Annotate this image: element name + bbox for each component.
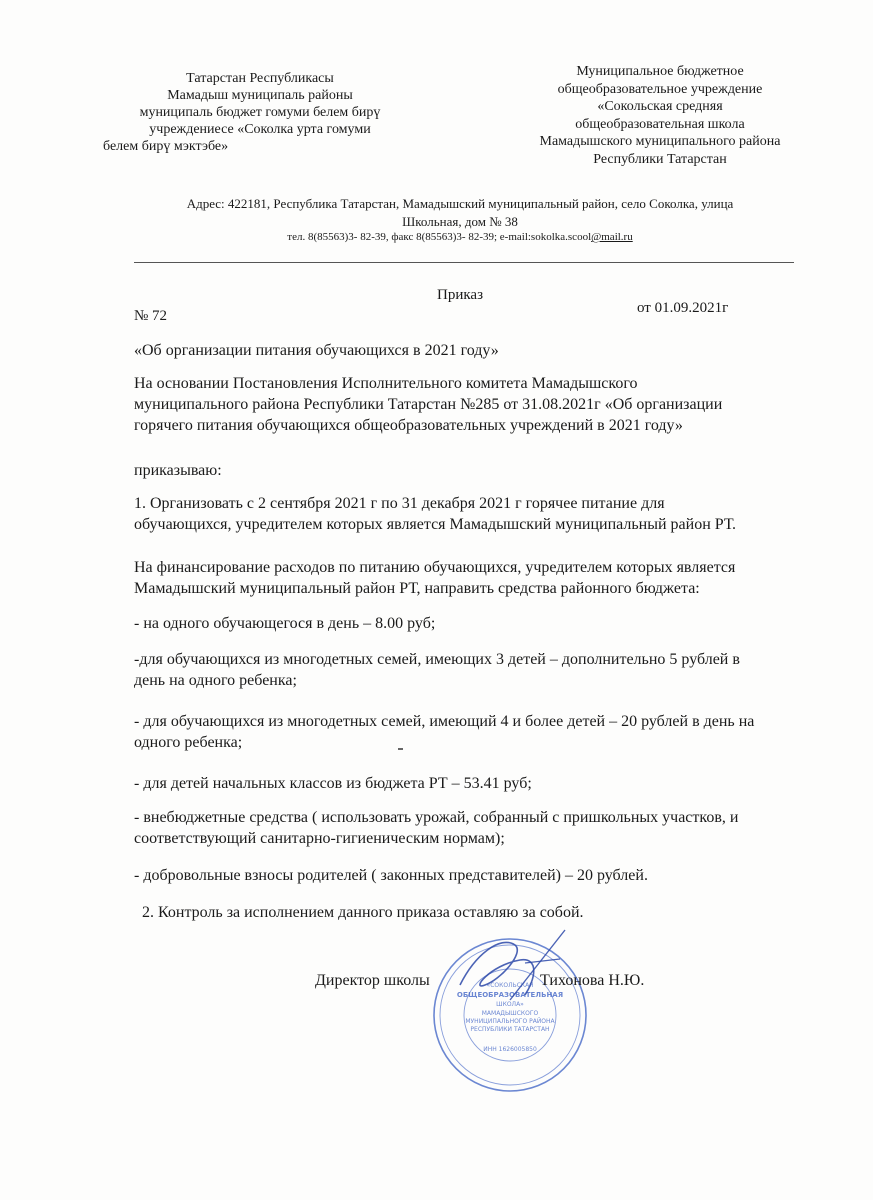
bullet-3 <box>134 711 754 753</box>
order-subject: «Об организации питания обучающихся в 2021 году» <box>134 342 499 359</box>
stamp-text: МАМАДЫШСКОГО <box>481 1010 539 1017</box>
item-1 <box>134 493 736 535</box>
header-right-line: Республики Татарстан <box>593 151 727 167</box>
item-1-line: обучающихся, учредителем которых является Мамадышский муниципальный район РТ. <box>134 516 737 533</box>
stamp-text: ШКОЛА» <box>496 1001 524 1008</box>
address-block <box>140 195 780 231</box>
header-right-line: общеобразовательное учреждение <box>557 81 763 97</box>
header-left-line: Татарстан Республикасы <box>186 71 334 86</box>
bullet-4: - для детей начальных классов из бюджета РТ – 53.41 руб; <box>134 775 532 792</box>
bullet-1: - на одного обучающегося в день – 8.00 руб; <box>134 615 436 632</box>
order-word: приказываю: <box>134 462 222 479</box>
header-left-line: Мамадыш муниципаль районы <box>167 88 353 103</box>
contacts-line <box>140 231 780 243</box>
basis-line: муниципального района Республики Татарстан №285 от 31.08.2021г «Об организации <box>134 396 723 413</box>
order-date: от 01.09.2021г <box>637 300 729 316</box>
bullet-3-line: одного ребенка; <box>134 734 243 751</box>
bullet-2 <box>134 649 740 691</box>
header-divider <box>134 262 794 263</box>
basis-line: горячего питания обучающихся общеобразовательных учреждений в 2021 году» <box>134 417 683 434</box>
order-number: № 72 <box>134 308 168 324</box>
header-right-line: «Сокольская средняя <box>597 99 723 114</box>
bullet-6: - добровольные взносы родителей ( законных представителей) – 20 рублей. <box>134 867 648 884</box>
header-left-line: учреждениесе «Соколка урта гомуми <box>149 122 371 137</box>
header-left-block <box>105 70 415 155</box>
basis-line: На основании Постановления Исполнительного комитета Мамадышского <box>134 375 638 392</box>
order-title: Приказ <box>437 287 484 303</box>
email-domain: @mail.ru <box>591 231 633 243</box>
bullet-5 <box>134 807 738 849</box>
item-1-line: 1. Организовать с 2 сентября 2021 г по 31 декабря 2021 г горячее питание для <box>134 495 665 512</box>
bullet-2-line: -для обучающихся из многодетных семей, имеющих 3 детей – дополнительно 5 рублей в <box>134 651 740 668</box>
handwritten-signature <box>440 925 580 1015</box>
item-2: 2. Контроль за исполнением данного приказа оставляю за собой. <box>142 904 584 921</box>
stamp-text: ИНН 1626005850 <box>483 1046 537 1053</box>
address-line: Адрес: 422181, Республика Татарстан, Мамадышский муниципальный район, село Соколка, улица <box>186 196 734 211</box>
signer-role: Директор школы <box>315 972 430 989</box>
header-right-line: общеобразовательная школа <box>575 116 745 132</box>
header-right-line: Мамадышского муниципального района <box>539 134 781 149</box>
funding-line: Мамадышский муниципальный район РТ, направить средства районного бюджета: <box>134 580 700 597</box>
stray-mark <box>398 748 403 750</box>
bullet-2-line: день на одного ребенка; <box>134 672 297 689</box>
funding-paragraph <box>134 557 735 599</box>
contacts-text: тел. 8(85563)3- 82-39, факс 8(85563)3- 82-39; e-mail:sokolka.scool <box>287 231 592 243</box>
stamp-text: «СОКОЛЬСКАЯ <box>486 982 534 989</box>
basis-paragraph <box>134 373 722 436</box>
bullet-5-line: - внебюджетные средства ( использовать урожай, собранный с пришкольных участков, и <box>134 809 739 826</box>
stamp-text: РЕСПУБЛИКИ ТАТАРСТАН <box>470 1026 550 1033</box>
stamp-text: ОБЩЕОБРАЗОВАТЕЛЬНАЯ <box>456 991 564 999</box>
address-line: Школьная, дом № 38 <box>402 214 518 229</box>
bullet-3-line: - для обучающихся из многодетных семей, имеющий 4 и более детей – 20 рублей в день на <box>134 713 755 730</box>
stamp-text: МУНИЦИПАЛЬНОГО РАЙОНА <box>465 1018 555 1025</box>
header-left-line: муниципаль бюджет гомуми белем бирү <box>139 105 381 120</box>
funding-line: На финансирование расходов по питанию обучающихся, учредителем которых является <box>134 559 736 576</box>
signer-name: Тихонова Н.Ю. <box>540 972 645 989</box>
header-right-line: Муниципальное бюджетное <box>576 64 744 79</box>
bullet-5-line: соответствующий санитарно-гигиеническим нормам); <box>134 830 505 847</box>
header-left-line: белем бирү мэктэбе» <box>103 139 229 154</box>
header-right-block <box>505 63 815 168</box>
